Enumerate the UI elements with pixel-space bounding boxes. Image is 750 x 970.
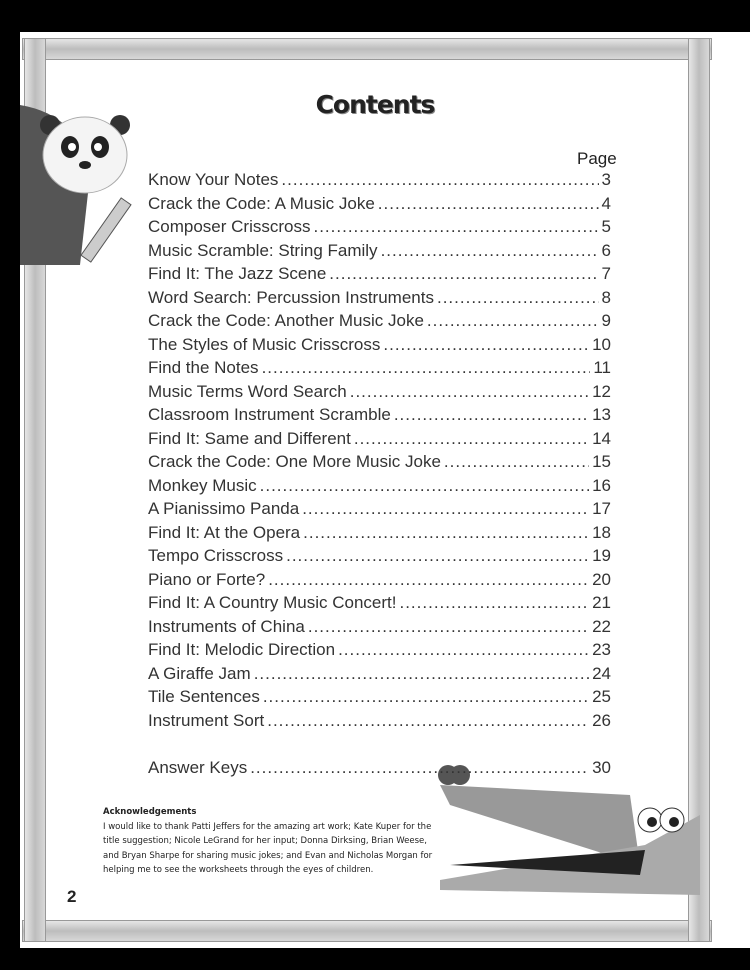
dot-leader xyxy=(329,264,598,284)
toc-entry[interactable] xyxy=(148,570,611,594)
entry-title: The Styles of Music Crisscross xyxy=(148,334,381,354)
entry-title: Tile Sentences xyxy=(148,687,260,706)
toc-entry[interactable] xyxy=(148,476,611,500)
entry-title: Crack the Code: Another Music Joke xyxy=(148,311,424,330)
entry-page: 22 xyxy=(592,616,611,636)
entry-page: 16 xyxy=(592,475,611,495)
entry-page: 12 xyxy=(592,381,611,401)
entry-page: 8 xyxy=(601,287,611,307)
entry-page: 10 xyxy=(592,334,611,354)
dot-leader xyxy=(437,288,599,308)
entry-page: 30 xyxy=(592,758,611,777)
dot-leader xyxy=(262,358,591,378)
entry-title: Find the Notes xyxy=(148,358,259,377)
dot-leader xyxy=(394,405,589,425)
entry-title: Instrument Sort xyxy=(148,710,265,730)
entry-title: Music Terms Word Search xyxy=(148,381,347,401)
dot-leader xyxy=(308,617,589,637)
entry-title: Piano or Forte? xyxy=(148,569,266,589)
dot-leader xyxy=(268,570,589,590)
toc-entry[interactable] xyxy=(148,617,611,641)
toc-entry[interactable] xyxy=(148,546,611,570)
entry-title: Classroom Instrument Scramble xyxy=(148,405,391,424)
table-of-contents xyxy=(148,170,611,734)
entry-title: Composer Crisscross xyxy=(148,217,311,236)
toc-entry[interactable] xyxy=(148,335,611,359)
entry-title: Crack the Code: A Music Joke xyxy=(148,193,375,213)
entry-page: 26 xyxy=(592,710,611,730)
entry-page: 15 xyxy=(592,452,611,471)
toc-entry[interactable] xyxy=(148,664,611,688)
toc-entry[interactable] xyxy=(148,358,611,382)
entry-title: Word Search: Percussion Instruments xyxy=(148,287,434,307)
entry-page: 23 xyxy=(592,640,611,659)
entry-title: A Pianissimo Panda xyxy=(148,499,300,518)
dot-leader xyxy=(260,476,589,496)
toc-entry[interactable] xyxy=(148,382,611,406)
dot-leader xyxy=(378,194,599,214)
toc-entry[interactable] xyxy=(148,405,611,429)
entry-title: Find It: Melodic Direction xyxy=(148,640,336,659)
toc-entry[interactable] xyxy=(148,523,611,547)
toc-entry[interactable] xyxy=(148,452,611,476)
toc-entry[interactable] xyxy=(148,687,611,711)
entry-page: 21 xyxy=(592,593,611,612)
toc-entry[interactable] xyxy=(148,241,611,265)
dot-leader xyxy=(383,335,589,355)
toc-entry[interactable] xyxy=(148,194,611,218)
entry-page: 25 xyxy=(592,687,611,706)
page-title: Contents xyxy=(315,90,435,119)
dot-leader xyxy=(254,664,589,684)
entry-title: Find It: At the Opera xyxy=(148,522,301,542)
entry-page: 4 xyxy=(601,193,611,213)
toc-entry[interactable] xyxy=(148,429,611,453)
dot-leader xyxy=(286,546,589,566)
dot-leader xyxy=(350,382,589,402)
entry-title: Answer Keys xyxy=(148,758,248,777)
toc-entry[interactable] xyxy=(148,499,611,523)
entry-page: 20 xyxy=(592,569,611,589)
dot-leader xyxy=(302,499,589,519)
entry-title: Find It: The Jazz Scene xyxy=(148,264,327,283)
dot-leader xyxy=(263,687,589,707)
dot-leader xyxy=(281,170,598,190)
dot-leader xyxy=(267,711,589,731)
entry-page: 13 xyxy=(592,405,611,424)
entry-title: Crack the Code: One More Music Joke xyxy=(148,452,441,471)
toc-entry[interactable] xyxy=(148,593,611,617)
dot-leader xyxy=(303,523,589,543)
entry-page: 14 xyxy=(592,428,611,448)
entry-page: 18 xyxy=(592,522,611,542)
entry-page: 11 xyxy=(593,358,611,377)
acknowledgements xyxy=(103,805,443,878)
dot-leader xyxy=(444,452,589,472)
entry-page: 24 xyxy=(592,663,611,683)
dot-leader xyxy=(313,217,598,237)
panda-illustration xyxy=(20,95,150,275)
dot-leader xyxy=(354,429,589,449)
entry-title: Know Your Notes xyxy=(148,170,279,189)
dot-leader xyxy=(250,758,589,778)
dot-leader xyxy=(338,640,589,660)
toc-entry[interactable] xyxy=(148,170,611,194)
entry-page: 5 xyxy=(601,217,611,236)
dot-leader xyxy=(381,241,599,261)
toc-entry[interactable] xyxy=(148,711,611,735)
entry-title: Tempo Crisscross xyxy=(148,546,284,565)
acknowledgements-heading: Acknowledgements xyxy=(103,807,197,817)
dot-leader xyxy=(427,311,599,331)
page-column-header: Page xyxy=(577,149,617,168)
entry-page: 7 xyxy=(601,264,611,283)
toc-entry[interactable] xyxy=(148,264,611,288)
toc-entry[interactable] xyxy=(148,311,611,335)
toc-entry[interactable] xyxy=(148,640,611,664)
entry-title: Instruments of China xyxy=(148,616,305,636)
entry-page: 17 xyxy=(592,499,611,518)
entry-title: Music Scramble: String Family xyxy=(148,240,378,260)
entry-title: Monkey Music xyxy=(148,475,257,495)
entry-page: 19 xyxy=(592,546,611,565)
entry-title: A Giraffe Jam xyxy=(148,663,251,683)
toc-entry[interactable] xyxy=(148,288,611,312)
entry-title: Find It: Same and Different xyxy=(148,428,351,448)
entry-page: 3 xyxy=(601,170,611,189)
answer-keys-entry[interactable] xyxy=(148,758,611,782)
dot-leader xyxy=(399,593,589,613)
page-number: 2 xyxy=(67,887,77,906)
acknowledgements-text: I would like to thank Patti Jeffers for the amazing art work; Kate Kuper for the title suggestion; Nicole LeGrand for her input; Donna Dirksing, Brian Weese, and Bryan Sharpe for sharing music jokes; and Evan and Nicholas Morgan for helping me to see the worksheets through the eyes of children. xyxy=(103,821,433,875)
bamboo-border-bottom xyxy=(22,920,712,942)
entry-page: 6 xyxy=(601,240,611,260)
entry-title: Find It: A Country Music Concert! xyxy=(148,593,397,612)
entry-page: 9 xyxy=(601,311,611,330)
toc-entry[interactable] xyxy=(148,217,611,241)
bamboo-border-top xyxy=(22,38,712,60)
